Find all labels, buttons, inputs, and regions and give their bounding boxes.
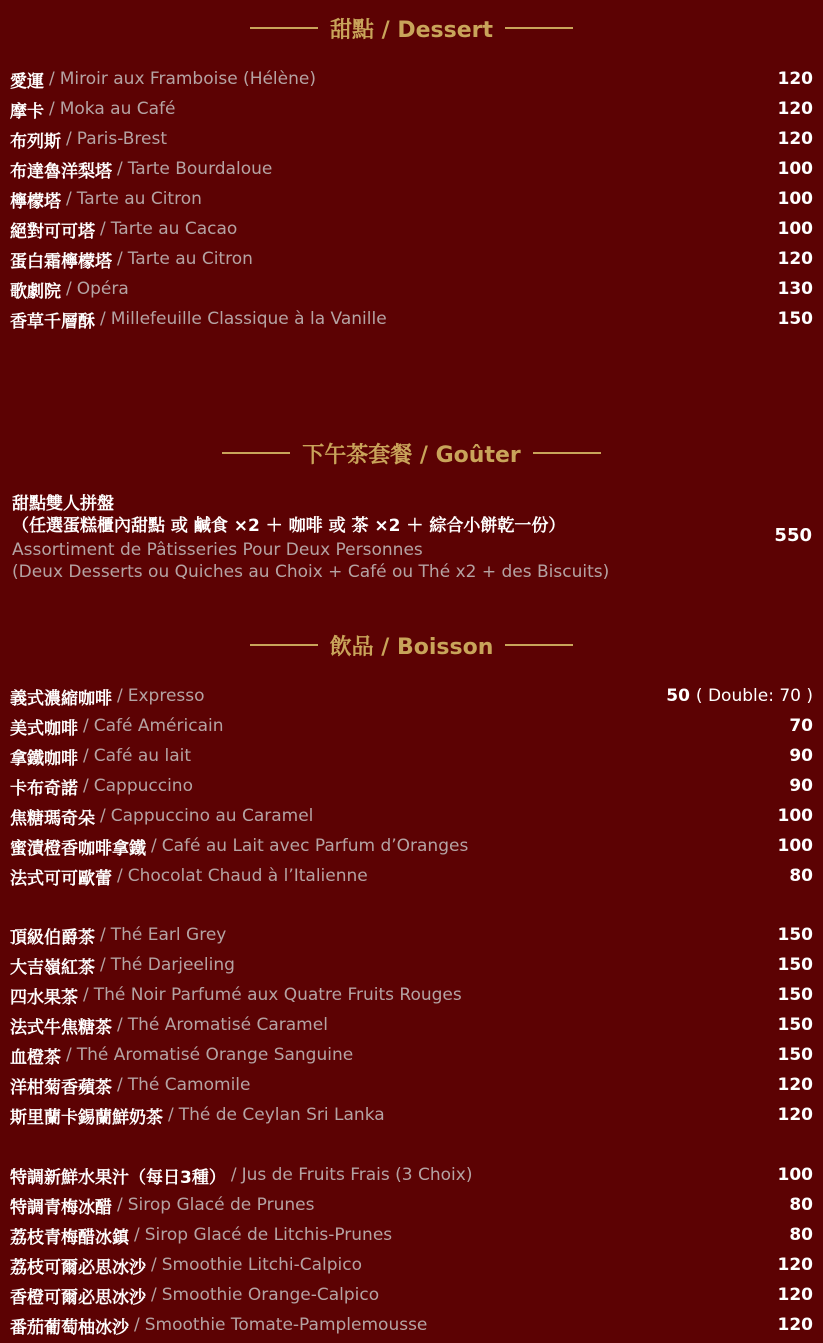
menu-item-fr: Thé Noir Parfumé aux Quatre Fruits Rouges bbox=[93, 985, 462, 1005]
menu-item-fr: Smoothie Litchi-Calpico bbox=[161, 1255, 363, 1275]
menu-item-separator: / bbox=[117, 159, 123, 179]
menu-item-separator: / bbox=[117, 249, 123, 269]
title-rule-right bbox=[533, 452, 601, 454]
menu-item-zh: 荔枝可爾必思冰沙 bbox=[10, 1257, 146, 1278]
title-rule-left bbox=[250, 644, 318, 646]
menu-item-price: 80 bbox=[789, 1225, 813, 1245]
menu-item-separator: / bbox=[100, 219, 106, 239]
menu-item-zh: 法式牛焦糖茶 bbox=[10, 1017, 112, 1038]
menu-item-name bbox=[10, 804, 313, 829]
menu-item-row bbox=[10, 1280, 813, 1310]
menu-item-fr: Cappuccino au Caramel bbox=[110, 806, 314, 826]
menu-item-price-group bbox=[789, 746, 813, 766]
menu-item-name bbox=[10, 247, 253, 272]
menu-item-zh: 香草千層酥 bbox=[10, 311, 95, 332]
menu-item-zh: 檸檬塔 bbox=[10, 191, 61, 212]
menu-item-price-group bbox=[778, 925, 814, 945]
menu-item-name bbox=[10, 1253, 362, 1278]
menu-item-zh: 洋柑菊香蘋茶 bbox=[10, 1077, 112, 1098]
menu-item-zh: 拿鐵咖啡 bbox=[10, 748, 78, 769]
menu-item-row bbox=[10, 274, 813, 304]
menu-item-price: 120 bbox=[777, 69, 813, 89]
boisson-title-text: 飲品 / Boisson bbox=[329, 634, 494, 660]
menu-item-price: 120 bbox=[777, 129, 813, 149]
menu-item-fr: Café Américain bbox=[93, 716, 224, 736]
menu-item-separator: / bbox=[117, 1015, 123, 1035]
menu-item-zh: 血橙茶 bbox=[10, 1047, 61, 1068]
dessert-section-title bbox=[0, 12, 823, 44]
gouter-price: 550 bbox=[774, 525, 812, 546]
gouter-section-title bbox=[0, 437, 823, 469]
menu-item-name bbox=[10, 187, 202, 212]
gouter-zh-detail: （任選蛋糕櫃內甜點 或 鹹食 ×2 ＋ 咖啡 或 茶 ×2 ＋ 綜合小餅乾一份） bbox=[12, 516, 566, 536]
menu-item-price-group bbox=[778, 1045, 814, 1065]
menu-item-row bbox=[10, 980, 813, 1010]
menu-item-fr: Tarte au Cacao bbox=[110, 219, 238, 239]
menu-item-name bbox=[10, 127, 167, 152]
menu-item-price-group bbox=[778, 985, 814, 1005]
menu-item-row bbox=[10, 1070, 813, 1100]
menu-item-price-group bbox=[778, 1285, 814, 1305]
menu-item-zh: 斯里蘭卡錫蘭鮮奶茶 bbox=[10, 1107, 163, 1128]
menu-item-separator: / bbox=[134, 1315, 140, 1335]
menu-item-separator: / bbox=[83, 776, 89, 796]
menu-item-name bbox=[10, 1193, 314, 1218]
menu-item-fr: Opéra bbox=[76, 279, 129, 299]
menu-item-price: 80 bbox=[789, 866, 813, 886]
menu-item-fr: Thé Aromatisé Orange Sanguine bbox=[76, 1045, 354, 1065]
menu-item-price: 150 bbox=[777, 309, 813, 329]
menu-item-price-group bbox=[778, 159, 814, 179]
menu-item-price: 100 bbox=[777, 806, 813, 826]
menu-item-zh: 特調青梅冰醋 bbox=[10, 1197, 112, 1218]
menu-item-price: 120 bbox=[777, 1315, 813, 1335]
menu-item-price-group bbox=[778, 955, 814, 975]
gouter-set-item bbox=[12, 489, 812, 585]
menu-item-fr: Thé Aromatisé Caramel bbox=[127, 1015, 328, 1035]
boisson-section-title bbox=[0, 629, 823, 661]
menu-item-row bbox=[10, 920, 813, 950]
menu-item-name bbox=[10, 157, 272, 182]
menu-item-separator: / bbox=[117, 686, 123, 706]
title-rule-left bbox=[222, 452, 290, 454]
menu-item-zh: 焦糖瑪奇朵 bbox=[10, 808, 95, 829]
title-rule-right bbox=[505, 644, 573, 646]
menu-item-price-group bbox=[778, 99, 814, 119]
menu-item-row bbox=[10, 1250, 813, 1280]
menu-item-zh: 法式可可歐蕾 bbox=[10, 868, 112, 889]
menu-item-price-group bbox=[778, 129, 814, 149]
menu-item-fr: Thé Darjeeling bbox=[110, 955, 235, 975]
menu-item-name bbox=[10, 1163, 472, 1188]
menu-item-row bbox=[10, 1310, 813, 1340]
menu-item-name bbox=[10, 923, 226, 948]
menu-item-price: 120 bbox=[777, 1105, 813, 1125]
title-rule-left bbox=[250, 27, 318, 29]
menu-item-zh: 荔枝青梅醋冰鎮 bbox=[10, 1227, 129, 1248]
menu-item-price-group bbox=[789, 1195, 813, 1215]
menu-item-fr: Paris-Brest bbox=[76, 129, 167, 149]
menu-item-price-group bbox=[778, 806, 814, 826]
menu-item-row bbox=[10, 1220, 813, 1250]
menu-item-price-group bbox=[778, 1015, 814, 1035]
menu-item-zh: 番茄葡萄柚冰沙 bbox=[10, 1317, 129, 1338]
menu-item-zh: 特調新鮮水果汁（每日3種） bbox=[10, 1167, 226, 1188]
menu-item-price-group bbox=[778, 1255, 814, 1275]
menu-item-zh: 香橙可爾必思冰沙 bbox=[10, 1287, 146, 1308]
dessert-title-text: 甜點 / Dessert bbox=[329, 17, 493, 43]
menu-item-price-group bbox=[778, 1165, 814, 1185]
menu-item-zh: 摩卡 bbox=[10, 101, 44, 122]
menu-item-separator: / bbox=[49, 69, 55, 89]
menu-item-name bbox=[10, 953, 235, 978]
menu-item-price: 150 bbox=[777, 925, 813, 945]
menu-item-fr: Café au Lait avec Parfum d’Oranges bbox=[161, 836, 469, 856]
menu-item-row bbox=[10, 711, 813, 741]
menu-item-price-group bbox=[778, 1315, 814, 1335]
menu-item-separator: / bbox=[230, 1165, 237, 1185]
menu-item-price: 70 bbox=[789, 716, 813, 736]
menu-item-fr: Tarte au Citron bbox=[127, 249, 253, 269]
menu-item-separator: / bbox=[83, 716, 89, 736]
menu-item-name bbox=[10, 834, 468, 859]
menu-item-separator: / bbox=[117, 866, 123, 886]
menu-item-name bbox=[10, 67, 316, 92]
menu-item-price: 100 bbox=[777, 189, 813, 209]
menu-item-row bbox=[10, 1190, 813, 1220]
menu-item-row bbox=[10, 1010, 813, 1040]
menu-item-price: 120 bbox=[777, 1075, 813, 1095]
menu-item-name bbox=[10, 864, 368, 889]
gouter-title-text: 下午茶套餐 / Goûter bbox=[302, 442, 521, 468]
title-rule-right bbox=[505, 27, 573, 29]
menu-item-row bbox=[10, 681, 813, 711]
gouter-zh-name: 甜點雙人拼盤 bbox=[12, 494, 114, 514]
menu-item-zh: 義式濃縮咖啡 bbox=[10, 688, 112, 709]
menu-item-price-note: ( Double: 70 ) bbox=[695, 686, 813, 706]
menu-item-zh: 布達魯洋梨塔 bbox=[10, 161, 112, 182]
menu-item-row bbox=[10, 831, 813, 861]
menu-item-price-group bbox=[789, 866, 813, 886]
menu-item-fr: Thé Camomile bbox=[127, 1075, 251, 1095]
menu-item-fr: Thé Earl Grey bbox=[110, 925, 227, 945]
menu-item-fr: Tarte au Citron bbox=[76, 189, 202, 209]
menu-item-name bbox=[10, 1283, 379, 1308]
menu-item-zh: 卡布奇諾 bbox=[10, 778, 78, 799]
menu-item-row bbox=[10, 154, 813, 184]
menu-item-row bbox=[10, 1160, 813, 1190]
menu-item-name bbox=[10, 774, 193, 799]
menu-item-separator: / bbox=[117, 1075, 123, 1095]
menu-item-name bbox=[10, 1103, 385, 1128]
menu-item-price-group bbox=[778, 69, 814, 89]
menu-item-price: 90 bbox=[789, 776, 813, 796]
menu-item-separator: / bbox=[66, 1045, 72, 1065]
menu-item-separator: / bbox=[66, 129, 72, 149]
menu-item-fr: Millefeuille Classique à la Vanille bbox=[110, 309, 387, 329]
menu-item-row bbox=[10, 64, 813, 94]
menu-item-name bbox=[10, 217, 237, 242]
menu-item-separator: / bbox=[100, 925, 106, 945]
gouter-fr-detail: (Deux Desserts ou Quiches au Choix + Café ou Thé x2 + des Biscuits) bbox=[12, 562, 610, 582]
menu-item-price: 100 bbox=[777, 836, 813, 856]
menu-item-separator: / bbox=[83, 985, 89, 1005]
menu-item-row bbox=[10, 1040, 813, 1070]
menu-item-row bbox=[10, 184, 813, 214]
menu-item-price: 80 bbox=[789, 1195, 813, 1215]
menu-item-name bbox=[10, 97, 176, 122]
menu-item-price: 120 bbox=[777, 99, 813, 119]
menu-item-fr: Chocolat Chaud à l’Italienne bbox=[127, 866, 368, 886]
menu-item-price-group bbox=[778, 1105, 814, 1125]
menu-item-zh: 歌劇院 bbox=[10, 281, 61, 302]
menu-item-fr: Moka au Café bbox=[59, 99, 176, 119]
menu-item-fr: Cappuccino bbox=[93, 776, 193, 796]
menu-item-price: 100 bbox=[777, 1165, 813, 1185]
menu-item-fr: Smoothie Orange-Calpico bbox=[161, 1285, 380, 1305]
menu-item-price: 130 bbox=[777, 279, 813, 299]
menu-item-name bbox=[10, 1223, 392, 1248]
menu-item-price-group bbox=[778, 1075, 814, 1095]
menu-item-zh: 四水果茶 bbox=[10, 987, 78, 1008]
menu-item-zh: 布列斯 bbox=[10, 131, 61, 152]
menu-item-separator: / bbox=[117, 1195, 123, 1215]
menu-item-row bbox=[10, 214, 813, 244]
menu-item-fr: Sirop Glacé de Litchis-Prunes bbox=[144, 1225, 393, 1245]
menu-item-price-group bbox=[778, 249, 814, 269]
menu-item-price-group bbox=[789, 776, 813, 796]
menu-item-price: 100 bbox=[777, 159, 813, 179]
menu-item-price: 150 bbox=[777, 1015, 813, 1035]
menu-item-separator: / bbox=[66, 189, 72, 209]
menu-item-price-group bbox=[789, 716, 813, 736]
menu-item-zh: 愛運 bbox=[10, 71, 44, 92]
menu-item-name bbox=[10, 1013, 328, 1038]
gouter-fr-name: Assortiment de Pâtisseries Pour Deux Personnes bbox=[12, 540, 423, 560]
menu-item-price: 90 bbox=[789, 746, 813, 766]
menu-item-price: 150 bbox=[777, 1045, 813, 1065]
menu-item-price-group bbox=[778, 309, 814, 329]
menu-item-separator: / bbox=[151, 836, 157, 856]
menu-item-fr: Jus de Fruits Frais (3 Choix) bbox=[241, 1165, 473, 1185]
menu-item-price-group bbox=[666, 686, 813, 706]
menu-item-price: 120 bbox=[777, 1255, 813, 1275]
menu-item-name bbox=[10, 744, 191, 769]
menu-item-price-group bbox=[778, 219, 814, 239]
menu-item-separator: / bbox=[151, 1285, 157, 1305]
menu-item-name bbox=[10, 307, 387, 332]
menu-item-price-group bbox=[778, 836, 814, 856]
menu-item-fr: Café au lait bbox=[93, 746, 191, 766]
menu-item-row bbox=[10, 861, 813, 891]
menu-item-zh: 絕對可可塔 bbox=[10, 221, 95, 242]
menu-item-separator: / bbox=[134, 1225, 140, 1245]
menu-item-separator: / bbox=[83, 746, 89, 766]
menu-item-separator: / bbox=[151, 1255, 157, 1275]
menu-item-price-group bbox=[778, 279, 814, 299]
menu-item-name bbox=[10, 983, 462, 1008]
menu-item-fr: Thé de Ceylan Sri Lanka bbox=[178, 1105, 385, 1125]
menu-item-name bbox=[10, 277, 129, 302]
menu-item-row bbox=[10, 741, 813, 771]
menu-item-price: 50 bbox=[666, 686, 690, 706]
menu-item-zh: 蜜漬橙香咖啡拿鐵 bbox=[10, 838, 146, 859]
menu-item-zh: 蛋白霜檸檬塔 bbox=[10, 251, 112, 272]
menu-item-separator: / bbox=[100, 955, 106, 975]
menu-item-row bbox=[10, 1100, 813, 1130]
menu-item-price: 120 bbox=[777, 1285, 813, 1305]
menu-item-separator: / bbox=[100, 806, 106, 826]
menu-item-fr: Sirop Glacé de Prunes bbox=[127, 1195, 315, 1215]
menu-item-separator: / bbox=[66, 279, 72, 299]
menu-item-price: 100 bbox=[777, 219, 813, 239]
menu-item-row bbox=[10, 304, 813, 334]
menu-item-separator: / bbox=[100, 309, 106, 329]
menu-item-row bbox=[10, 771, 813, 801]
menu-item-name bbox=[10, 1043, 353, 1068]
menu-item-name bbox=[10, 1313, 427, 1338]
menu-item-fr: Miroir aux Framboise (Hélène) bbox=[59, 69, 316, 89]
menu-item-zh: 頂級伯爵茶 bbox=[10, 927, 95, 948]
menu-item-row bbox=[10, 94, 813, 124]
menu-item-price-group bbox=[778, 189, 814, 209]
menu-item-fr: Smoothie Tomate-Pamplemousse bbox=[144, 1315, 428, 1335]
menu-item-price: 150 bbox=[777, 985, 813, 1005]
menu-item-row bbox=[10, 244, 813, 274]
menu-item-zh: 大吉嶺紅茶 bbox=[10, 957, 95, 978]
menu-item-row bbox=[10, 124, 813, 154]
menu-item-price-group bbox=[789, 1225, 813, 1245]
menu-item-name bbox=[10, 684, 205, 709]
menu-item-row bbox=[10, 950, 813, 980]
menu-item-name bbox=[10, 1073, 250, 1098]
menu-item-fr: Tarte Bourdaloue bbox=[127, 159, 273, 179]
menu-item-separator: / bbox=[168, 1105, 174, 1125]
menu-item-price: 120 bbox=[777, 249, 813, 269]
menu-item-fr: Expresso bbox=[127, 686, 205, 706]
menu-item-price: 150 bbox=[777, 955, 813, 975]
menu-item-zh: 美式咖啡 bbox=[10, 718, 78, 739]
menu-item-row bbox=[10, 801, 813, 831]
menu-item-name bbox=[10, 714, 224, 739]
menu-item-separator: / bbox=[49, 99, 55, 119]
